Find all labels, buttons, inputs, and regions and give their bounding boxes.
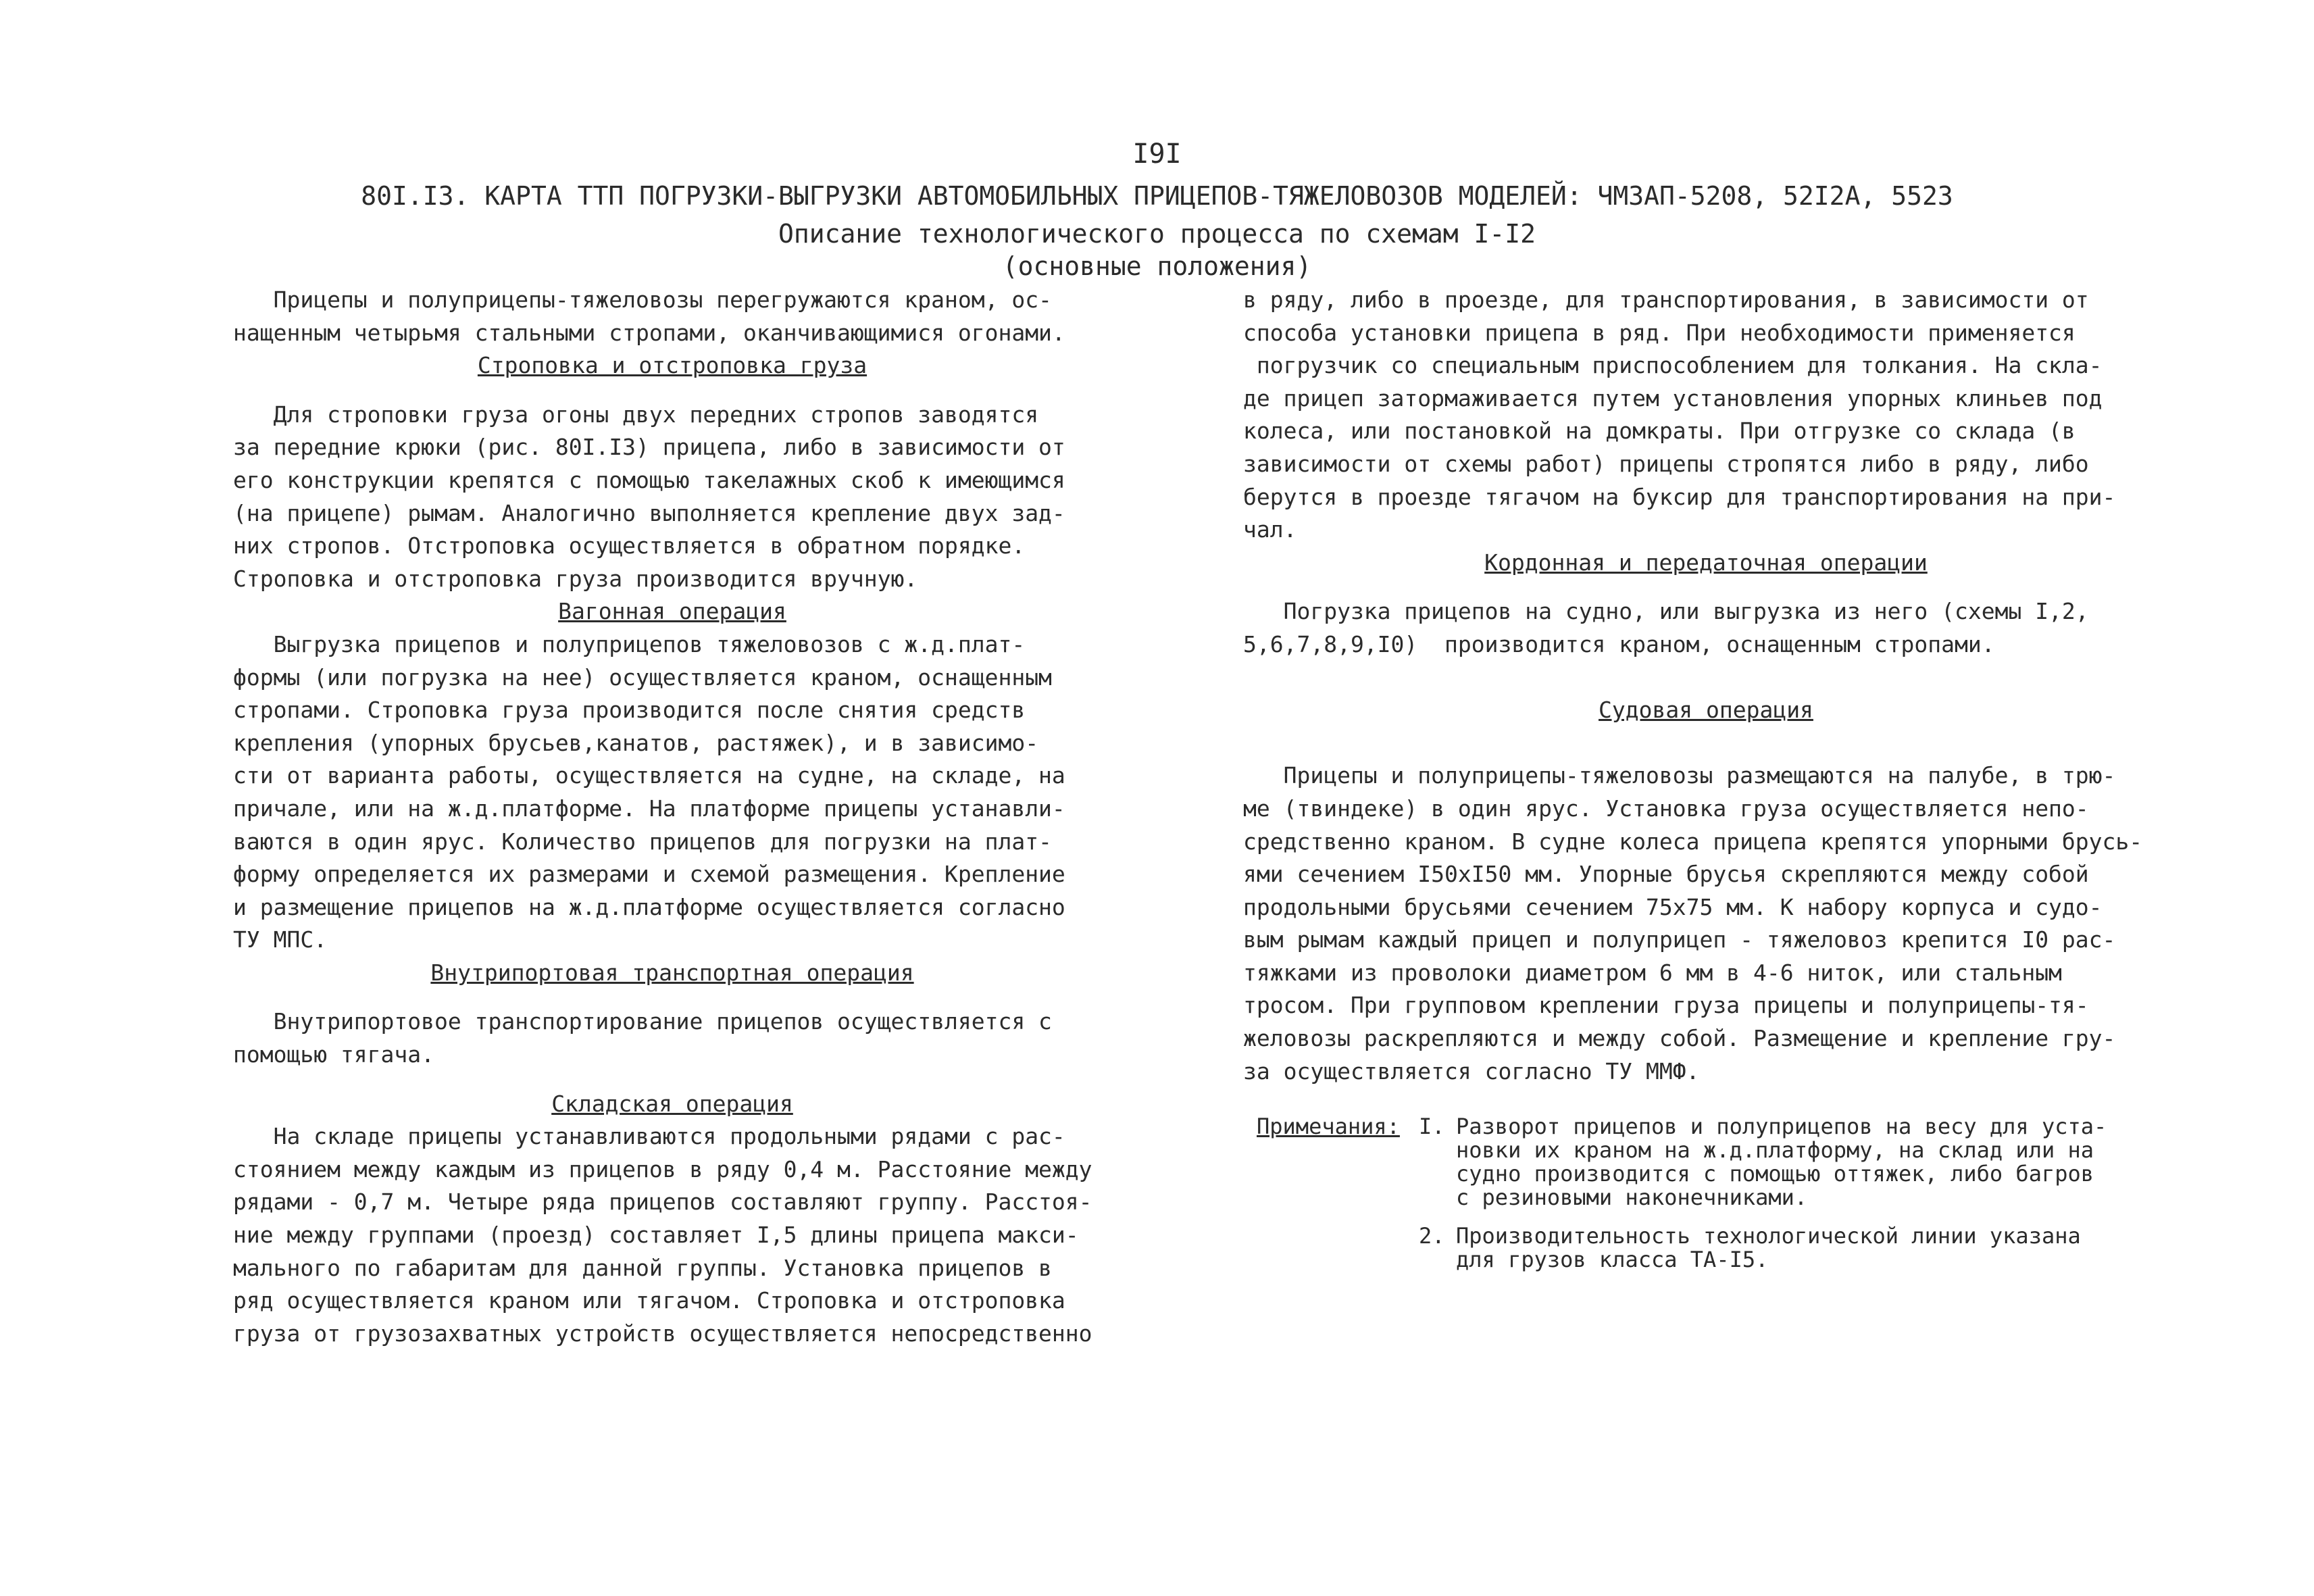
paragraph-line: нащенным четырьмя стальными стропами, оканчивающимися огонами.: [233, 319, 1065, 346]
paragraph-line: берутся в проезде тягачом на буксир для транспортирования на при-: [1243, 483, 2116, 510]
notes-block: [1257, 1115, 2175, 1272]
section-heading: Вагонная операция: [558, 598, 786, 625]
paragraph-line: На складе прицепы устанавливаются продольными рядами с рас-: [233, 1123, 1065, 1150]
paragraph-line: в ряду, либо в проезде, для транспортирования, в зависимости от: [1243, 286, 2089, 313]
note-line: новки их краном на ж.д.платформу, на склад или на: [1456, 1137, 2094, 1163]
note-item: [1257, 1115, 2175, 1210]
paragraph-line: груза от грузозахватных устройств осуществляется непосредственно: [233, 1320, 1092, 1347]
note-number: 2.: [1419, 1223, 1445, 1249]
paragraph-line: средственно краном. В судне колеса прицепа крепятся упорными брусь-: [1243, 828, 2143, 855]
section-heading: Складская операция: [551, 1090, 793, 1117]
paragraph-line: за передние крюки (рис. 80I.I3) прицепа, либо в зависимости от: [233, 434, 1065, 461]
left-column: [233, 284, 1111, 1350]
note-line: для грузов класса ТА-I5.: [1456, 1247, 1769, 1272]
right-column: [1243, 284, 2169, 1088]
paragraph-line: Прицепы и полуприцепы-тяжеловозы размещаются на палубе, в трю-: [1243, 762, 2116, 789]
paragraph-line: 5,6,7,8,9,I0) производится краном, оснащенным стропами.: [1243, 630, 1995, 657]
paragraph-line: ваются в один ярус. Количество прицепов для погрузки на плат-: [233, 828, 1052, 855]
paragraph-line: Внутрипортовое транспортирование прицепов осуществляется с: [233, 1008, 1052, 1035]
paragraph-line: рядами - 0,7 м. Четыре ряда прицепов составляют группу. Расстоя-: [233, 1189, 1092, 1216]
note-line: Производительность технологической линии указана: [1456, 1223, 2081, 1249]
paragraph-line: ТУ МПС.: [233, 926, 328, 953]
paragraph-line: за осуществляется согласно ТУ ММФ.: [1243, 1057, 1700, 1084]
paragraph-line: (на прицепе) рымам. Аналогично выполняется крепление двух зад-: [233, 499, 1065, 526]
paragraph-line: тросом. При групповом креплении груза прицепы и полуприцепы-тя-: [1243, 992, 2089, 1019]
paragraph-line: помощью тягача.: [233, 1041, 435, 1068]
paragraph-line: желовозы раскрепляются и между собой. Размещение и крепление гру-: [1243, 1025, 2116, 1052]
paragraph-line: и размещение прицепов на ж.д.платформе осуществляется согласно: [233, 893, 1065, 920]
paragraph-line: мального по габаритам для данной группы. Установка прицепов в: [233, 1254, 1052, 1281]
paragraph-line: них стропов. Отстроповка осуществляется в обратном порядке.: [233, 532, 1026, 559]
paragraph-line: стоянием между каждым из прицепов в ряду 0,4 м. Расстояние между: [233, 1155, 1092, 1182]
section-heading: Строповка и отстроповка груза: [477, 352, 867, 379]
paragraph-line: форму определяется их размерами и схемой размещения. Крепление: [233, 861, 1065, 888]
page-number: I9I: [1132, 139, 1182, 170]
section-heading: Кордонная и передаточная операции: [1484, 549, 1928, 576]
note-line: с резиновыми наконечниками.: [1456, 1184, 1808, 1210]
paragraph-line: вым рымам каждый прицеп и полуприцеп - тяжеловоз крепится I0 рас-: [1243, 926, 2116, 953]
notes-label: Примечания:: [1257, 1114, 1400, 1139]
paragraph-line: формы (или погрузка на нее) осуществляется краном, оснащенным: [233, 664, 1052, 691]
section-heading: Внутрипортовая транспортная операция: [430, 959, 914, 986]
note-line: Разворот прицепов и полуприцепов на весу для уста-: [1456, 1114, 2107, 1139]
paragraph-line: погрузчик со специальным приспособлением для толкания. На скла-: [1243, 352, 2103, 379]
paragraph-line: Для строповки груза огоны двух передних стропов заводятся: [233, 401, 1039, 428]
paragraph-line: чал.: [1243, 516, 1297, 543]
document-subtitle: Описание технологического процесса по схемам I-I2: [778, 219, 1536, 249]
paragraph-line: ние между группами (проезд) составляет I,5 длины прицепа макси-: [233, 1222, 1079, 1249]
paragraph-line: Выгрузка прицепов и полуприцепов тяжеловозов с ж.д.плат-: [233, 630, 1026, 657]
document-title: 80I.I3. КАРТА ТТП ПОГРУЗКИ-ВЫГРУЗКИ АВТОМОБИЛЬНЫХ ПРИЦЕПОВ-ТЯЖЕЛОВОЗОВ МОДЕЛЕЙ: ЧМЗАП-5208, 52I2А, 5523: [361, 181, 1953, 211]
paragraph-line: ряд осуществляется краном или тягачом. Строповка и отстроповка: [233, 1287, 1065, 1314]
paragraph-line: Прицепы и полуприцепы-тяжеловозы перегружаются краном, ос-: [233, 286, 1052, 313]
paragraph-line: ями сечением I50xI50 мм. Упорные брусья скрепляются между собой: [1243, 861, 2089, 888]
document-subtitle-note: (основные положения): [1002, 251, 1312, 281]
paragraph-line: де прицеп затормаживается путем установления упорных клиньев под: [1243, 384, 2103, 412]
paragraph-line: причале, или на ж.д.платформе. На платформе прицепы устанавли-: [233, 795, 1065, 822]
paragraph-line: Погрузка прицепов на судно, или выгрузка из него (схемы I,2,: [1243, 598, 2089, 625]
paragraph-line: тяжками из проволоки диаметром 6 мм в 4-6 ниток, или стальным: [1243, 959, 2062, 986]
paragraph-line: колеса, или постановкой на домкраты. При отгрузке со склада (в: [1243, 418, 2076, 445]
paragraph-line: зависимости от схемы работ) прицепы стропятся либо в ряду, либо: [1243, 450, 2089, 477]
paragraph-line: продольными брусьями сечением 75x75 мм. К набору корпуса и судо-: [1243, 893, 2103, 920]
paragraph-line: крепления (упорных брусьев,канатов, растяжек), и в зависимо-: [233, 729, 1039, 756]
note-number: I.: [1419, 1114, 1445, 1139]
paragraph-line: сти от варианта работы, осуществляется на судне, на складе, на: [233, 762, 1065, 789]
note-line: судно производится с помощью оттяжек, либо багров: [1456, 1161, 2094, 1187]
paragraph-line: ме (твиндеке) в один ярус. Установка груза осуществляется непо-: [1243, 795, 2089, 822]
section-heading: Судовая операция: [1599, 697, 1813, 724]
paragraph-line: стропами. Строповка груза производится после снятия средств: [233, 697, 1026, 724]
note-item: [1257, 1224, 2175, 1272]
paragraph-line: способа установки прицепа в ряд. При необходимости применяется: [1243, 319, 2076, 346]
paragraph-line: его конструкции крепятся с помощью такелажных скоб к имеющимся: [233, 466, 1065, 493]
paragraph-line: Строповка и отстроповка груза производится вручную.: [233, 565, 918, 592]
